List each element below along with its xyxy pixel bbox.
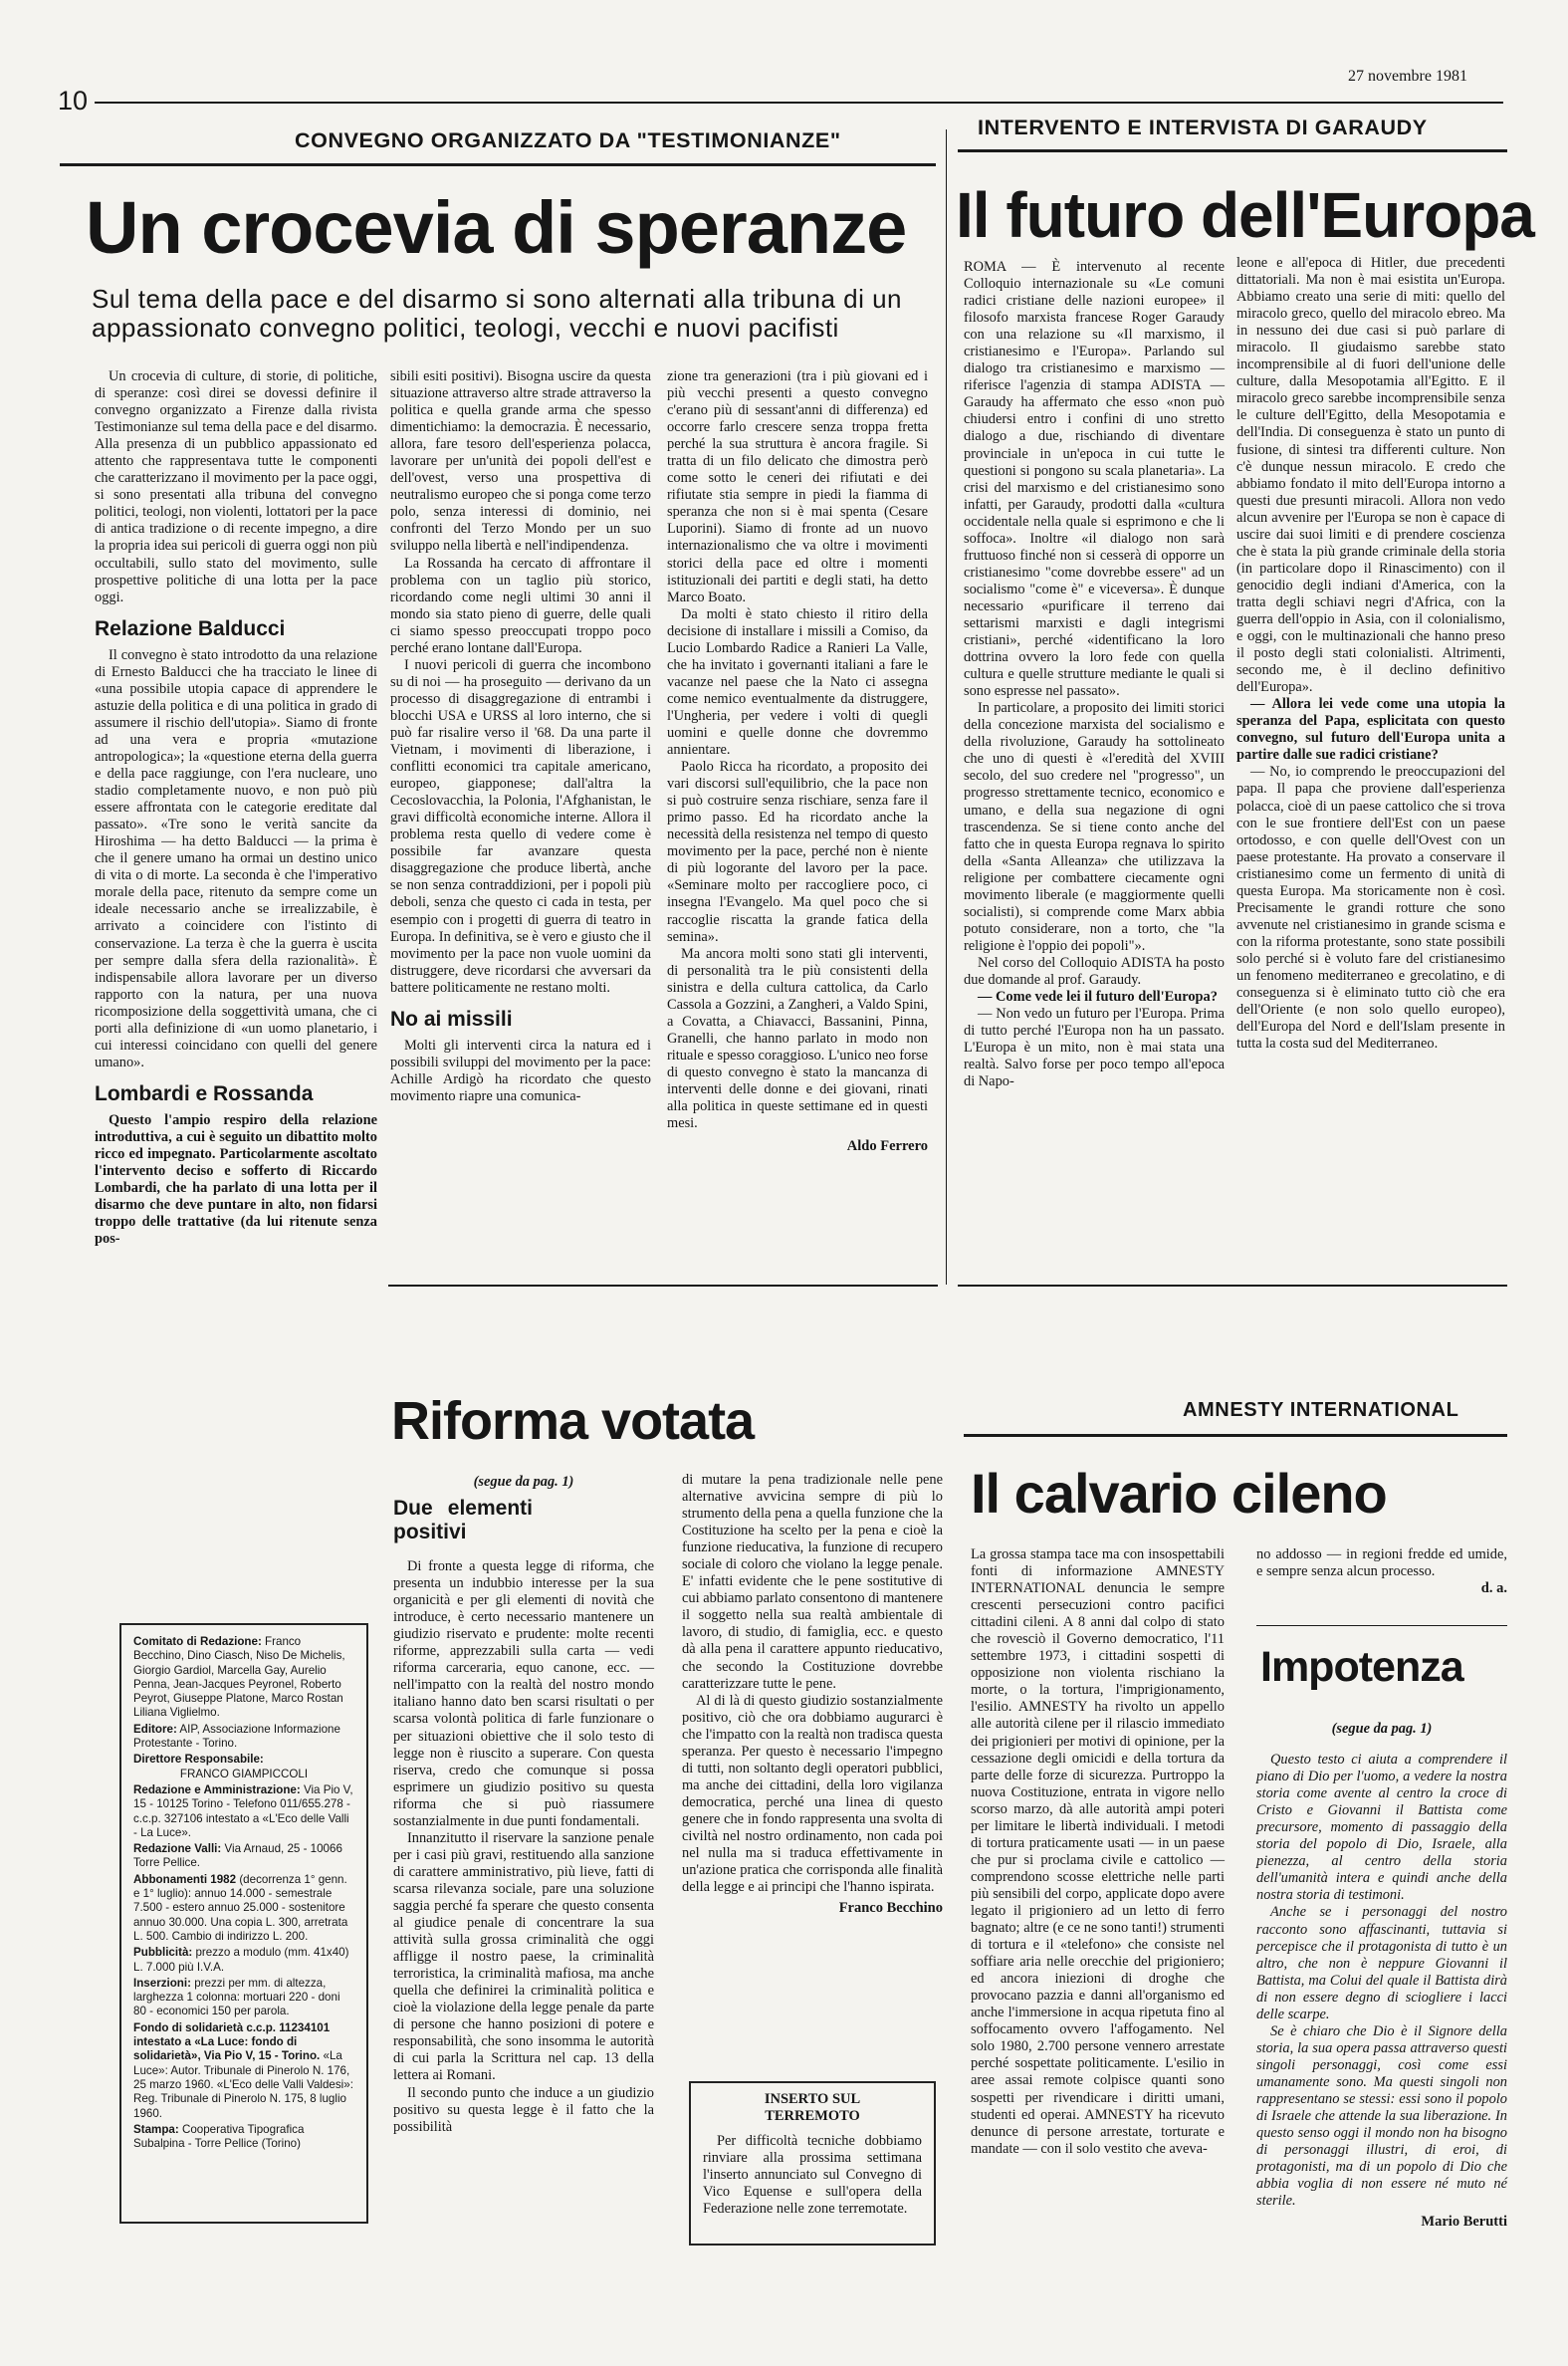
paragraph: — No, io comprendo le preoccupazioni del papa. Il papa che proviene dall'esperienza polacca, cioè di un paese cattolico che si trova con le sue frontiere dell'Est con un paese ortodosso, e con quelle dell'Ovest con un paese protestante. Ha provato a conservare il cristianesimo come un fermento di unità di questa Europa. Ma storicamente non è così. Precisamente le grandi rotture che sono avvenute nel cristianesimo in grande scisma e con la riforma protestante, sono state possibili solo perché si è voluto fare del cristianesimo un fenomeno mediterraneo e grecolatino, e di conseguenza si è eliminato tutto ciò che era dell'Oriente (e non solo quello europeo), dell'Europa del Nord e dell'Islam presente in tutta la costa sud del Mediterraneo. <box>1236 764 1505 1053</box>
amnesty-col-2 <box>1256 1546 1507 1597</box>
right-article-col-2 <box>1236 255 1505 1053</box>
paragraph: Ma ancora molti sono stati gli interventi, di personalità tra le più consistenti della sinistra e della cultura cattolica, da Carlo Cassola a Gozzini, a Zangheri, a Valdo Spini, a Covatta, a Chiavacci, Bassanini, Pinna, Granelli, che hanno parlato in modo non rituale e spesso coraggioso. L'unico neo forse di questo convegno è stato la mancanza di interventi delle donne e dei giovani, rinati alla politica in queste settimane ed in questi mesi. <box>667 945 928 1132</box>
colophon-value: AIP, Associazione Informazione Protestante - Torino. <box>133 1722 340 1751</box>
colophon-entry <box>133 1723 354 1752</box>
colophon-label: Pubblicità: <box>133 1946 193 1960</box>
paragraph: Nel corso del Colloquio ADISTA ha posto due domande al prof. Garaudy. <box>964 954 1225 988</box>
paragraph: no addosso — in regioni fredde ed umide, e sempre senza alcun processo. <box>1256 1546 1507 1580</box>
subheading-due-elementi: Due elementi positivi <box>393 1497 533 1544</box>
left-kicker: CONVEGNO ORGANIZZATO DA "TESTIMONIANZE" <box>295 128 841 152</box>
colophon-value: prezzi per mm. di altezza, larghezza 1 colonna: mortuari 220 - doni 80 - economici 150 per parola. <box>133 1976 340 2018</box>
interview-question: — Allora lei vede come una utopia la speranza del Papa, esplicitata con questo convegno, sul futuro dell'Europa unita a partire dalle sue radici cristiane? <box>1236 696 1505 764</box>
riforma-headline: Riforma votata <box>391 1391 755 1451</box>
paragraph: Paolo Ricca ha ricordato, a proposito dei vari discorsi sull'equilibrio, che la pace non si può costruire senza rischiare, senza fare il primo passo. Ed ha ricordato anche la necessità della resistenza nel tempo di questo movimento per la pace, perché non è niente di più logorante del lavoro per la pace. «Seminare molto per raccogliere poco, ci insegna l'Evangelo. Ma quel poco che si raccoglie riscatta la grande fatica della semina». <box>667 759 928 945</box>
left-article-col-2 <box>390 368 651 1105</box>
amnesty-col-1 <box>971 1546 1225 2158</box>
signature-da: d. a. <box>1480 1580 1507 1597</box>
paragraph: leone e all'epoca di Hitler, due precedenti dittatoriali. Ma non è mai esistita un'Europa. Abbiamo creato una serie di miti: quello del miracolo greco, quello del miracolo ebreo. Ma in nessuno dei due casi si può parlare di miracolo. Il giudaismo sarebbe stato incomprensibile al di fuori dell'unione delle culture, dalla Mesopotamia all'Egitto. E il miracolo greco sarebbe incomprensibile senza le culture dell'Egitto, della Mesopotamia e dell'India. Di conseguenza è stato un punto di fusione, di sintesi tra differenti culture. Non c'è dunque nessun miracolo. E credo che abbiamo fondato il mito dell'Europa intorno a questi due presunti miracoli. Allora non vedo alcun avvenire per l'Europa se non è capace di uscire dai suoi limiti e di prendere coscienza che è stata la più grande criminale della storia (in particolare dopo il Rinascimento) con il genocidio degli indiani d'America, con la tratta degli schiavi negri d'Africa, con la guerra dell'oppio in Asia, con il colonialismo, e oggi, con le multinazionali che hanno preso il posto degli stati colonialisti. Altrimenti, secondo me, è il declino definitivo dell'Europa». <box>1236 255 1505 696</box>
colophon-entry <box>133 1977 354 2019</box>
colophon-label: Redazione e Amministrazione: <box>133 1782 301 1796</box>
colophon-entry <box>133 1873 354 1944</box>
colophon-entry <box>133 2123 354 2152</box>
colophon-label: Stampa: <box>133 2122 179 2136</box>
paragraph: La Rossanda ha cercato di affrontare il problema con un taglio più storico, ricordando come negli ultimi 30 anni il mondo sia stato pieno di guerre, delle quali ci siamo spesso preoccupati troppo poco perché erano lontane dall'Europa. <box>390 555 651 656</box>
riforma-seguito: (segue da pag. 1) <box>473 1474 574 1490</box>
inserto-text: Per difficoltà tecniche dobbiamo rinviare alla prossima settimana l'inserto annunciato sul Convegno di Vico Equense e sull'opera della Federazione nelle zone terremotate. <box>703 2133 922 2218</box>
paragraph: Un crocevia di culture, di storie, di politiche, di speranze: così direi se dovessi definire il convegno organizzato a Firenze dalla rivista Testimonianze sul tema della pace e del disarmo. Alla presenza di un pubblico appassionato ed attento che rappresentava tutte le componenti che caratterizzano il movimento per la pace oggi, si sono presentati alla tribuna del convegno politici, teologi, non violenti, lottatori per la pace di antica tradizione o di recente impegno, a dire la propria idea sui pericoli di guerra oggi non più occultabili, sullo stato del movimento, sulle prospettive politiche di una lotta per la pace oggi. <box>95 368 377 605</box>
page-number: 10 <box>58 86 89 116</box>
left-headline: Un crocevia di speranze <box>86 186 907 269</box>
right-headline: Il futuro dell'Europa <box>956 179 1534 251</box>
paragraph: Anche se i personaggi del nostro racconto sono affascinanti, tuttavia si percepisce che il protagonista di tutto è un altro, che non è neppure Giovanni il Battista, ma Colui del quale il Battista dirà di non essere degno di sciogliere i lacci delle scarpe. <box>1256 1904 1507 2022</box>
colophon-label: Fondo di solidarietà c.c.p. 11234101 intestato a «La Luce: fondo di solidarietà», Via Pio V, 15 - Torino. <box>133 2020 331 2063</box>
left-article-col-3 <box>667 368 928 1155</box>
colophon-entry <box>133 2021 354 2121</box>
vertical-rule <box>946 129 947 1285</box>
paragraph: Questo l'ampio respiro della relazione introduttiva, a cui è seguito un dibattito molto ricco ed impegnato. Particolarmente ascoltato l'intervento deciso e sofferto di Riccardo Lombardi, che ha parlato di una lotta per il disarmo che deve puntare in alto, non fidarsi troppo delle trattative (da lui ritenute senza pos- <box>95 1111 377 1248</box>
colophon-value: prezzo a modulo (mm. 41x40) L. 7.000 più I.V.A. <box>133 1946 349 1974</box>
paragraph: Al di là di questo giudizio sostanzialmente positivo, ciò che ora dobbiamo augurarci è che l'impatto con la realtà non tradisca questa speranza. Per questo è necessario l'impegno di tutti, non soltanto degli operatori pubblici, ma anche dei cittadini, della loro vigilanza democratica, perché una linea di questo genere che in fondo rappresenta una svolta di civiltà nel nostro ordinamento, non cada poi nel nulla ma si traduca effettivamente in un'azione pratica che corrisponda alle finalità della legge e ai principi che l'hanno ispirata. <box>682 1692 943 1896</box>
inserto-box <box>689 2081 936 2246</box>
riforma-col-1 <box>393 1474 654 2136</box>
colophon-value: Via Arnaud, 25 - 10066 Torre Pellice. <box>133 1842 342 1870</box>
paragraph: Da molti è stato chiesto il ritiro della decisione di installare i missili a Comiso, da Lucio Lombardo Radice a Ranieri La Valle, che ha invitato i governanti italiani a fare le vacanze nel paese che la Nato ci assegna come nemico eventualmente da distruggere, l'Ungheria, per vedere i volti di quegli uomini e quelle donne che dovremmo annientare. <box>667 605 928 759</box>
paragraph: Se è chiaro che Dio è il Signore della storia, la sua opera passa attraverso questi singoli personaggi, così come essi umanamente sono. Ma questi singoli non rappresentano se stessi: essi sono il popolo di Israele che attende la sua liberazione. In questo senso oggi il mondo non ha bisogno di personaggi illustri, di eroi, di protagonisti, ma di un popolo di Dio che abbia voglia di non essere né muto né sterile. <box>1256 2022 1507 2210</box>
right-article-col-1 <box>964 259 1225 1090</box>
colophon-lines <box>133 1635 354 2151</box>
left-deck: Sul tema della pace e del disarmo si sono alternati alla tribuna di un appassionato convegno politici, teologi, vecchi e nuovi pacifisti <box>92 284 903 343</box>
section-rule <box>388 1285 938 1287</box>
signature-mario-berutti: Mario Berutti <box>1421 2214 1507 2231</box>
paragraph: Molti gli interventi circa la natura ed i possibili sviluppi del movimento per la pace: Achille Ardigò ha ricordato che questo movimento riapre una comunica- <box>390 1037 651 1104</box>
colophon-label: Inserzioni: <box>133 1976 191 1990</box>
colophon-value: «La Luce»: Autor. Tribunale di Pinerolo N. 176, 25 marzo 1960. «L'Eco delle Valli Valdesi»: Reg. Tribunale di Pinerolo N. 175, 8 luglio 1960. <box>133 2049 353 2120</box>
paragraph: Il secondo punto che induce a un giudizio positivo su questa legge è il fatto che la possibilità <box>393 2084 654 2135</box>
left-article-col-1 <box>95 368 377 1248</box>
subheading-balducci: Relazione Balducci <box>95 616 286 640</box>
colophon-label: Abbonamenti 1982 <box>133 1872 237 1886</box>
colophon-label: Editore: <box>133 1722 177 1736</box>
issue-date: 27 novembre 1981 <box>1348 68 1467 85</box>
amnesty-rule <box>964 1434 1507 1437</box>
impotenza-seguito: (segue da pag. 1) <box>1331 1721 1433 1737</box>
riforma-col-2 <box>682 1472 943 1917</box>
paragraph: I nuovi pericoli di guerra che incombono su di noi — ha proseguito — derivano da un processo di disaggregazione di entrambi i blocchi USA e URSS al loro interno, che si può far risalire verso il '68. Da una parte il Vietnam, i movimenti di liberazione, i conflitti economici tra capitale americano, europeo, giapponese; dall'altra la Cecoslovacchia, la Polonia, l'Afghanistan, le gravi difficoltà economiche interne. Allora il problema resta quello di vedere come è possibile far avanzare questa disaggregazione che produce libertà, anche se non senza contraddizioni, per i popoli più deboli, senza che questo ci cada in testa, per esempio con i progetti di guerra di teatro in Europa. In definitiva, se è vero e giusto che il movimento per la pace non vuole uomini da distruggere, deve ricordarsi che avversari da battere politicamente ne restano molti. <box>390 656 651 996</box>
amnesty-headline: Il calvario cileno <box>971 1462 1387 1525</box>
right-kicker-rule <box>958 149 1507 152</box>
signature-franco-becchino: Franco Becchino <box>838 1900 943 1917</box>
left-kicker-rule <box>60 163 936 166</box>
paragraph: sibili esiti positivi). Bisogna uscire da questa situazione attraverso altre strade attraverso la politica e quella grande arma che spesso dimentichiamo: la democrazia. È necessario, allora, fare tesoro dell'esperienza polacca, lavorare per un'unità dei popoli dell'est e dell'ovest, verso una prospettiva di neutralismo europeo che si ponga come terzo polo, senza interessi di dominio, nei confronti del Terzo Mondo per un suo sviluppo nella libertà e nell'indipendenza. <box>390 368 651 555</box>
paragraph: Questo testo ci aiuta a comprendere il piano di Dio per l'uomo, a vedere la nostra storia come avente al centro la croce di Cristo e Giovanni il Battista come precursore, momento di passaggio della storia del popolo di Dio, Israele, alla pienezza, al centro della storia dell'umanità intera e quindi anche della nostra storia di testimoni. <box>1256 1752 1507 1904</box>
colophon-entry <box>133 1946 354 1975</box>
interview-question: — Come vede lei il futuro dell'Europa? <box>978 989 1218 1006</box>
subheading-no-ai-missili: No ai missili <box>390 1007 513 1031</box>
paragraph: zione tra generazioni (tra i più giovani ed i più vecchi presenti a questo convegno c'erano più di sessant'anni di differenza) ed occorre farlo crescere senza troppa fretta perché la sua struttura è ancora fragile. Si tratta di un filo delicato che dimostra però come sotto le ceneri dei rifiutati e dei rifiutate stia sempre in piedi la fiamma di speranza che non si è mai spenta (Cesare Luporini). Siamo di fronte ad un nuovo internazionalismo che va oltre i movimenti storici della pace ed oltre i momenti istituzionali dei partiti e degli stati, ha detto Marco Boato. <box>667 368 928 605</box>
paragraph: Di fronte a questa legge di riforma, che presenta un indubbio interesse per la sua organicità e per gli elementi di novità che introduce, è certo necessario mantenere un giudizio riservato e prudente: molte recenti riforme, apprezzabili sulla carta — vedi riforma carceraria, equo canone, ecc. — nell'impatto con la realtà del nostro mondo italiano hanno dato ben scarsi risultati o per scarsa volontà politica di farle funzionare o per situazioni obiettive che il solo testo di legge non è riuscito a superare. Con questa riserva, credo che comunque si possa esprimere un giudizio positivo su questa riforma che si può riassumere sostanzialmente in due punti fondamentali. <box>393 1558 654 1829</box>
paragraph: Innanzitutto il riservare la sanzione penale per i casi più gravi, restituendo alla sanzione di carattere amministrativo, più lieve, fatti di scarsa rilevanza sociale, pare una soluzione saggia perché fa sperare che questo consenta al giudice penale di concentrare la sua attività sulla grossa criminalità che oggi affligge il nostro paese, la criminalità terroristica, la criminalità mafiosa, ma anche quella che definirei la criminalità politica e cioè la violazione della legge penale da parte di persone che hanno posizioni di potere e responsabilità, che sono insomma le autorità di cui parla la Scrittura nel cap. 13 della lettera ai Romani. <box>393 1829 654 2084</box>
paragraph: Il convegno è stato introdotto da una relazione di Ernesto Balducci che ha tracciato le linee di «una possibile utopia capace di apprendere le astuzie della politica e di una politica in grado di assumere il rischio dell'utopia». Siamo di fronte ad una vera e propria «mutazione antropologica»; la «questione eterna della guerra e della pace raggiunge, con l'era nucleare, uno stadio completamente nuovo, e non può più essere affrontata con le categorie ereditate dal passato». «Tre sono le verità sancite da Hiroshima — ha detto Balducci — la prima è che il genere umano ha ormai un destino unico di vita o di morte. La seconda è che l'imperativo morale della pace, ritenuto da sempre come un ideale necessario anche se irrealizzabile, è arrivato a coincidere con l'istinto di conservazione. La terza è che la guerra è uscita per sempre dalla sfera della razionalità». È indispensabile allora lavorare per un diverso rapporto con la natura, per una nuova ricomposizione della soggettività umana, che ci porti alla definizione di «un uomo planetario, i cui interessi coincidano con quelli del genere umano». <box>95 646 377 1070</box>
colophon-value: Franco Becchino, Dino Ciasch, Niso De Michelis, Giorgio Gardiol, Marcella Gay, Aurelio Penna, Jean-Jacques Peyronel, Roberto Peyrot, Giuseppe Platone, Marco Rostan Liliana Viglielmo. <box>133 1635 345 1720</box>
colophon-box <box>119 1623 368 2224</box>
inserto-title: INSERTO SUL TERREMOTO <box>764 2091 861 2124</box>
subheading-lombardi-rossanda: Lombardi e Rossanda <box>95 1081 314 1105</box>
paragraph: ROMA — È intervenuto al recente Colloquio internazionale su «Le comuni radici cristiane delle nazioni europee» il filosofo marxista francese Roger Garaudy con una relazione su «Il marxismo, il cristianesimo e l'Europa». Parlando sul dialogo tra cristianesimo e marxismo — riferisce l'agenzia di stampa ADISTA — Garaudy ha affermato che esso «non può chiudersi entro i confini di uno stretto dialogo a due, rischiando di diventare provinciale in un'epoca in cui tutte le questioni si pongono su scala planetaria». La crisi del marxismo e del cristianesimo sono infatti, per Garaudy, prodotti dalla «cultura occidentale nella quale si esprimono e che li soffoca». Inoltre «il dialogo non sarà fruttuoso finché non si cesserà di opporre un cristianesimo "come dovrebbe essere" ad un socialismo "come è" e viceversa». È dunque necessario «purificare il terreno dai settarismi marxisti e dagli integrismi cristiani», perché «identificano la loro dottrina ovvero la loro fede con quella cultura e quelle strutture mediante le quali si sono espresse nel passato». <box>964 259 1225 700</box>
colophon-label: Comitato di Redazione: <box>133 1635 262 1648</box>
colophon-value: Cooperativa Tipografica Subalpina - Torre Pellice (Torino) <box>133 2122 305 2151</box>
section-rule <box>958 1285 1507 1287</box>
amnesty-kicker: AMNESTY INTERNATIONAL <box>1183 1399 1459 1421</box>
colophon-value: Via Pio V, 15 - 10125 Torino - Telefono 011/655.278 - c.c.p. 327106 intestato a «L'Eco delle Valli - La Luce». <box>133 1782 353 1839</box>
paragraph: — Non vedo un futuro per l'Europa. Prima di tutto perché l'Europa non ha un passato. L'Europa è un mito, non è mai stata una realtà. Salvo forse per poco tempo all'epoca di Napo- <box>964 1006 1225 1090</box>
paragraph: di mutare la pena tradizionale nelle pene alternative avvicina sempre di più lo strumento della pena a quella funzione che la Costituzione ha scelto per la pena e cioè la funzione rieducativa, la funzione di recupero sociale di coloro che violano la legge penale. E' infatti evidente che le pene sostitutive di cui abbiamo parlato consentono di mantenere il soggetto nella sua realtà ambientale di lavoro, di studio, di famiglia, ecc. e questo dà alla pena il carattere appunto rieducativo, che secondo la Costituzione dovrebbe caratterizzare tutte le pene. <box>682 1472 943 1692</box>
impotenza-col <box>1256 1721 1507 2231</box>
impotenza-headline: Impotenza <box>1260 1643 1463 1691</box>
colophon-entry <box>133 1635 354 1721</box>
signature-aldo-ferrero: Aldo Ferrero <box>846 1138 928 1155</box>
impotenza-rule <box>1256 1625 1507 1626</box>
colophon-value: (decorrenza 1° genn. e 1° luglio): annuo 14.000 - semestrale 7.500 - estero annuo 25.000 - sostenitore annuo 30.000. Una copia L. 300, arretrata L. 500. Cambio di indirizzo L. 200. <box>133 1872 348 1943</box>
header-rule <box>95 102 1503 104</box>
colophon-entry <box>133 1753 354 1781</box>
paragraph: La grossa stampa tace ma con insospettabili fonti di informazione AMNESTY INTERNATIONAL denuncia le sempre crescenti persecuzioni contro pacifici cittadini cileni. A 8 anni dal colpo di stato che rovesciò il Governo democratico, l'11 settembre 1973, i cittadini sospetti di opposizione non violenta rischiano la morte, o la tortura, l'imprigionamento, l'esilio. AMNESTY ha rivolto un appello alle autorità cilene per il rilascio immediato dei prigionieri per motivi di opinione, per la cessazione degli omicidi e della tortura da parte delle forze di sicurezza. Purtroppo la nuova Costituzione, entrata in vigore nello scorso marzo, dà alle autorità ampi poteri per limitare le libertà individuali. I metodi di tortura praticamente usati — in un paese che pur si proclama civile e cattolico — comprendono scosse elettriche nelle parti più sensibili del corpo, applicate dopo avere legato il prigioniero ad un letto di ferro bagnato; altre (e ce ne sono tanti!) strumenti di tortura e il «telefono» che consiste nel soffiare aria nelle orecchie del prigioniero; ed ancora iniezioni di droghe che provocano pazzia e danni all'organismo ed anche l'immersione in acqua ripetuta fino al soffocamento ovvero l'affogamento. Nel solo 1980, 2.700 persone vennero arrestate perché sospettate politicamente. L'esilio in aree assai remote colpisce quanti sono sospetti per rivendicare i diritti umani, studenti ed operai. AMNESTY ha ricevuto denunce di persone arrestate, torturate e mandate — con il solo vestito che aveva- <box>971 1546 1225 2157</box>
right-kicker: INTERVENTO E INTERVISTA DI GARAUDY <box>978 116 1428 139</box>
colophon-value: FRANCO GIAMPICCOLI <box>179 1767 309 1780</box>
colophon-entry <box>133 1783 354 1840</box>
colophon-label: Direttore Responsabile: <box>133 1753 264 1767</box>
colophon-entry <box>133 1842 354 1871</box>
paragraph: In particolare, a proposito dei limiti storici della concezione marxista del socialismo e della rivoluzione, Garaudy ha sottolineato che uno di questi è «l'eredità del XVIII secolo, del suo credere nel "progresso", un progresso strettamente tecnico, economico e umano, e della sua negazione di ogni trascendenza. Se si tiene conto anche del fatto che in questa Europa regnava lo spirito della «Santa Alleanza» che utilizzava la religione per combattere ciecamente ogni movimento liberale (e maggiormente quelli socialisti), si comprende come Marx abbia potuto considerare, non a torto, che "la religione è l'oppio dei popoli"». <box>964 700 1225 954</box>
colophon-label: Redazione Valli: <box>133 1842 222 1856</box>
